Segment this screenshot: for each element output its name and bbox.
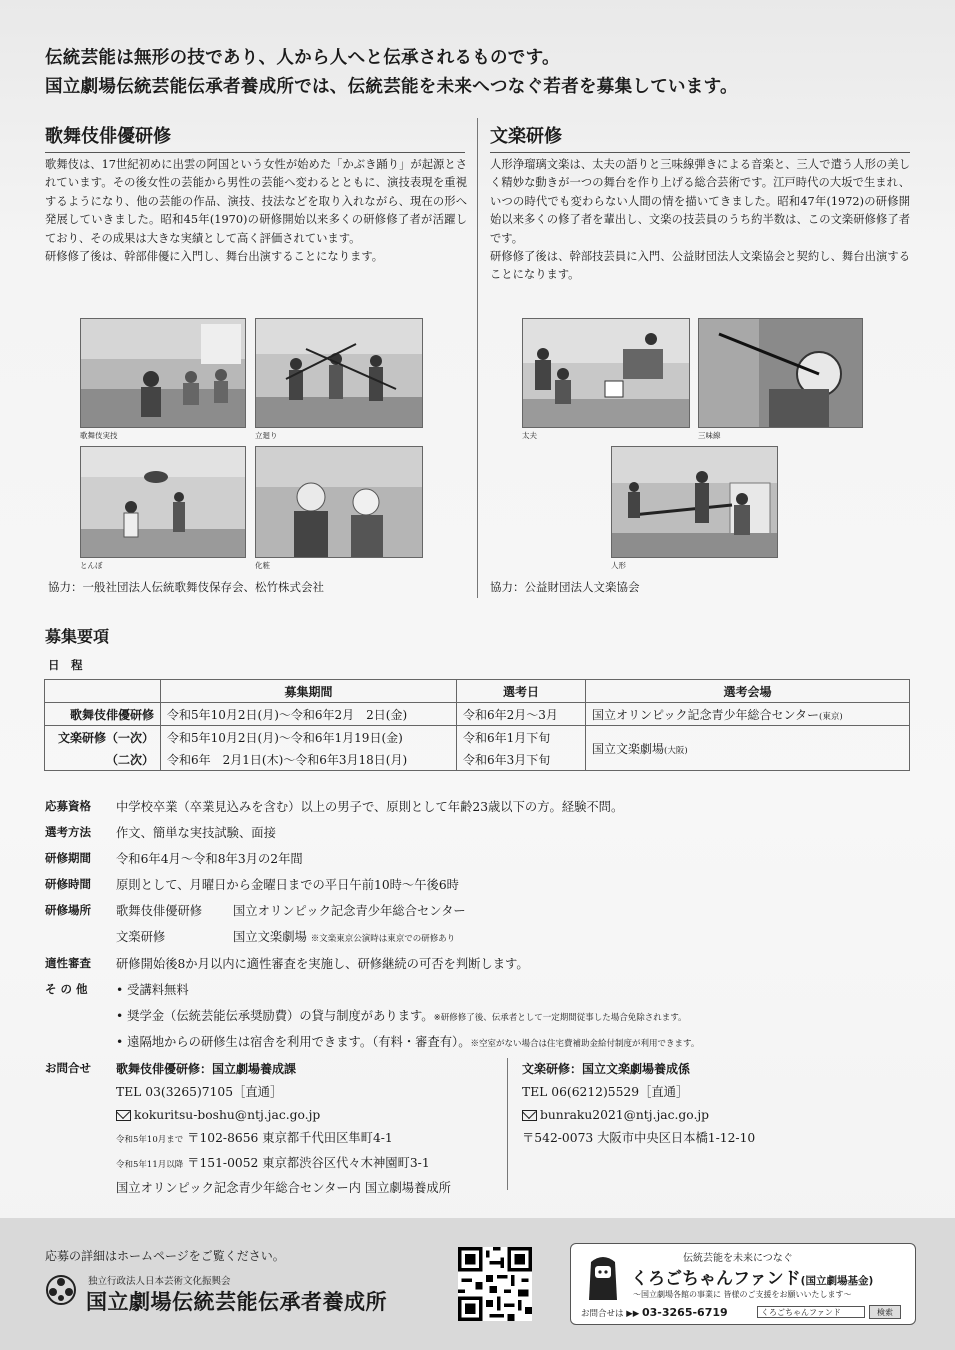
row-exam-bunraku-2: 令和6年3月下旬 [457,748,586,771]
qualification-label: 応募資格 [45,799,91,813]
other-label: そ の 他 [45,982,88,996]
caption-shamisen: 三味線 [698,431,721,440]
contact-kabuki-addr1-row [116,1127,451,1152]
photo-tonbo [80,446,246,558]
footer-homepage-text: 応募の詳細はホームページをご覧ください。 [45,1249,285,1263]
kabuki-section-title: 歌舞伎俳優研修 [45,122,465,153]
fund-contact-label: お問合せは ▶▶ [581,1309,640,1319]
row-exam-kabuki: 令和6年2月〜3月 [457,703,586,726]
contact-kabuki-addr1-note: 令和5年10月まで [116,1135,184,1145]
row-exam-bunraku-1: 令和6年1月下旬 [457,726,586,749]
contact-bunraku-tel: TEL 06(6212)5529［直通］ [522,1085,689,1099]
bunraku-body: 人形浄瑠璃文楽は、太夫の語りと三味線弾きによる音楽と、三人で遣う人形の美しく精妙な動きが一つの舞台を作り上げる総合芸術です。江戸時代の大坂で生まれ、いつの時代でも変わらない人間の情を描いてきました。昭和47年(1972)の研修開始以来多くの修了者を輩出し、文楽の技芸員のうち約半数は、この文楽研修修了者です。 [490,158,910,245]
bunraku-body-2: 研修修了後は、幹部技芸員に入門、公益財団法人文楽協会と契約し、舞台出演することになります。 [490,250,910,282]
caption-ningyo: 人形 [611,561,626,570]
period-label: 研修期間 [45,851,91,865]
photo-shamisen [698,318,863,428]
kabuki-body-2: 研修修了後は、幹部俳優に入門し、舞台出演することになります。 [45,250,384,264]
contact-divider [507,1058,508,1190]
contact-kabuki-mail[interactable]: kokuritsu-boshu@ntj.jac.go.jp [134,1108,321,1122]
other-3-note: ※空室がない場合は住宅費補助金給付制度が利用できます。 [470,1039,700,1049]
column-divider [477,118,478,598]
fund-contact-row [581,1306,728,1319]
kabuki-body: 歌舞伎は、17世紀初めに出雲の阿国という女性が始めた「かぶき踊り」が起源とされています。その後女性の芸能から男性の芸能へ変わるとともに、演技表現を重視するようになり、他の芸能の作品、演技、技法などを取り入れながら、現在の形へ発展していきました。昭和45年(1970)の研修開始以来多くの研修修了者が活躍しており、その成果は大きな実績として高く評価されています。 [45,158,467,245]
header-venue: 選考会場 [586,680,910,703]
org-logo [45,1274,77,1306]
contact-kabuki-addr2: 〒151-0052 東京都渋谷区代々木神園町3-1 [187,1156,430,1170]
footer-org-small: 独立行政法人日本芸術文化振興会 [88,1276,231,1287]
caption-tayu: 太夫 [522,431,537,440]
bunraku-section-title: 文楽研修 [490,122,910,153]
contact-kabuki-tel: TEL 03(3265)7105［直通］ [116,1085,283,1099]
row-period-bunraku-1: 令和5年10月2日(月)〜令和6年1月19日(金) [161,726,457,749]
header-empty [45,680,161,703]
place-bunraku-label: 文楽研修 [116,930,166,944]
header-period: 募集期間 [161,680,457,703]
row-course-bunraku-1: 文楽研修（一次） [45,726,161,749]
row-venue-kabuki [586,703,910,726]
row-course-kabuki: 歌舞伎俳優研修 [45,703,161,726]
aptitude-value: 研修開始後8か月以内に適性審査を実施し、研修継続の可否を判断します。 [116,957,529,971]
fund-paren: (国立劇場基金) [800,1275,874,1287]
bunraku-credit: 協力：公益財団法人文楽協会 [490,580,640,594]
venue-bunraku-note: (大阪) [664,745,688,756]
contact-kabuki [116,1058,451,1200]
footer-org-big: 国立劇場伝統芸能伝承者養成所 [86,1289,387,1314]
place-bunraku-value: 国立文楽劇場 [233,930,307,944]
recruit-title: 募集要項 [45,627,110,646]
row-venue-bunraku [586,726,910,771]
fund-subtext: 〜国立劇場各館の事業に 皆様のご支援をお願いいたします〜 [633,1290,852,1299]
contact-bunraku [522,1058,755,1150]
contact-kabuki-addr1: 〒102-8656 東京都千代田区隼町4-1 [187,1131,393,1145]
contact-kabuki-addr2-note: 令和5年11月以降 [116,1160,184,1170]
fund-tel: 03-3265-6719 [641,1306,728,1319]
place-kabuki-label: 歌舞伎俳優研修 [116,904,203,918]
contact-kabuki-title: 歌舞伎俳優研修：国立劇場養成課 [116,1062,297,1076]
fund-banner[interactable] [570,1243,916,1325]
table-row [45,703,910,726]
bunraku-description [490,156,910,285]
mail-icon [522,1110,537,1121]
other-1: • 受講料無料 [116,983,189,997]
hours-value: 原則として、月曜日から金曜日までの平日午前10時〜午後6時 [116,878,459,892]
period-value: 令和6年4月〜令和8年3月の2年間 [116,852,303,866]
caption-makeup: 化粧 [255,561,270,570]
photo-makeup [255,446,423,558]
intro-line-2: 国立劇場伝統芸能伝承者養成所では、伝統芸能を未来へつなぐ若者を募集しています。 [45,77,738,97]
contact-bunraku-mail-row [522,1104,755,1127]
contact-kabuki-addr2-row [116,1152,451,1177]
place-bunraku-note: ※文楽東京公演時は東京での研修あり [310,934,456,944]
kabuki-description [45,156,467,266]
photo-tayu [522,318,690,428]
place-bunraku-row [233,927,455,945]
photo-kabuki-acting [80,318,246,428]
contact-label: お問合せ [45,1061,91,1075]
method-value: 作文、簡単な実技試験、面接 [116,826,276,840]
fund-name: くろごちゃんファンド [631,1269,801,1289]
contact-bunraku-title: 文楽研修：国立文楽劇場養成係 [522,1062,691,1076]
venue-bunraku: 国立文楽劇場 [592,741,665,756]
fund-search-input[interactable]: くろごちゃんファンド [757,1306,865,1318]
aptitude-label: 適性審査 [45,956,91,970]
hours-label: 研修時間 [45,877,91,891]
kurogo-chan-mascot-icon [585,1252,621,1302]
other-2-note: ※研修修了後、伝承者として一定期間従事した場合免除されます。 [433,1013,687,1023]
contact-bunraku-mail[interactable]: bunraku2021@ntj.jac.go.jp [540,1108,710,1122]
contact-kabuki-addr3: 国立オリンピック記念青少年総合センター内 国立劇場養成所 [116,1181,451,1195]
intro-line-1: 伝統芸能は無形の技であり、人から人へと伝承されるものです。 [45,48,560,68]
row-period-bunraku-2: 令和6年 2月1日(木)〜令和6年3月18日(月) [161,748,457,771]
caption-kabuki-acting: 歌舞伎実技 [80,431,118,440]
intro-text [45,44,738,102]
place-kabuki-value: 国立オリンピック記念青少年総合センター [233,904,466,918]
photo-tachimawari [255,318,423,428]
header-exam: 選考日 [457,680,586,703]
caption-tachimawari: 立廻り [255,431,278,440]
venue-kabuki: 国立オリンピック記念青少年総合センター [592,707,820,722]
other-2-row [116,1006,687,1024]
other-3-row [116,1032,699,1050]
row-course-bunraku-2: （二次） [45,748,161,771]
other-3: • 遠隔地からの研修生は宿舎を利用できます。（有料・審査有）。 [116,1035,471,1049]
venue-kabuki-note: (東京) [819,711,843,722]
schedule-label: 日 程 [48,658,83,672]
schedule-header-row [45,680,910,703]
row-period-kabuki: 令和5年10月2日(月)〜令和6年2月 2日(金) [161,703,457,726]
method-label: 選考方法 [45,825,91,839]
fund-tagline: 伝統芸能を未来につなぐ [683,1253,793,1264]
mail-icon [116,1110,131,1121]
table-row [45,726,910,749]
fund-title-row [631,1264,873,1289]
kabuki-credit: 協力：一般社団法人伝統歌舞伎保存会、松竹株式会社 [48,580,324,594]
schedule-table [44,679,910,771]
qualification-value: 中学校卒業（卒業見込みを含む）以上の男子で、原則として年齢23歳以下の方。経験不問。 [116,800,624,814]
caption-tonbo: とんぼ [80,561,103,570]
qr-code[interactable] [458,1247,532,1321]
photo-ningyo [611,446,778,558]
other-2: • 奨学金（伝統芸能伝承奨励費）の貸与制度があります。 [116,1009,434,1023]
place-label: 研修場所 [45,903,91,917]
contact-bunraku-addr: 〒542-0073 大阪市中央区日本橋1-12-10 [522,1131,756,1145]
contact-kabuki-mail-row [116,1104,451,1127]
fund-search-button[interactable]: 検索 [869,1305,901,1319]
